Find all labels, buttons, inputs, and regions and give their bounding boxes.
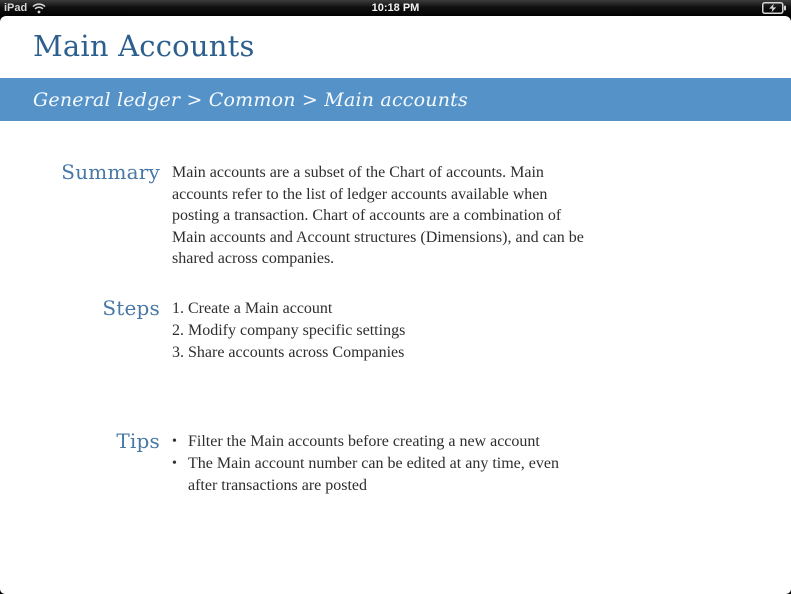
bullet-marker: •	[172, 433, 177, 449]
title-bar	[0, 16, 791, 78]
summary-section	[0, 162, 791, 270]
tips-label: Tips	[116, 428, 160, 453]
status-bar	[0, 0, 791, 16]
app-window	[0, 16, 791, 594]
steps-section	[0, 295, 791, 364]
list-marker: 1.	[172, 299, 184, 317]
device-label: iPad	[4, 2, 28, 14]
bullet-marker: •	[172, 455, 177, 471]
content-area	[0, 121, 791, 497]
clock: 10:18 PM	[371, 2, 420, 14]
list-item-text: Share accounts across Companies	[188, 343, 405, 361]
summary-paragraph: Main accounts are a subset of the Chart of accounts. Main accounts refer to the list of ledger accounts available when posting a transaction. Chart of accounts are a combination of Main accounts and Account structures (Dimensions), and can be shared across companies.	[172, 164, 584, 267]
tips-section	[0, 428, 791, 497]
list-item-text: Create a Main account	[188, 299, 333, 317]
page-title: Main Accounts	[33, 29, 255, 63]
list-item-text: Modify company specific settings	[188, 321, 406, 339]
list-item	[172, 320, 587, 342]
list-item	[172, 298, 587, 320]
breadcrumb[interactable]: General ledger > Common > Main accounts	[33, 88, 468, 111]
list-item-text: Filter the Main accounts before creating a new account	[188, 432, 540, 450]
list-marker: 2.	[172, 321, 184, 339]
steps-label: Steps	[102, 295, 160, 320]
tips-list	[172, 431, 587, 497]
list-item-text: The Main account number can be edited at any time, even after transactions are posted	[188, 454, 559, 494]
steps-list	[172, 298, 587, 364]
breadcrumb-bar	[0, 78, 791, 121]
list-item	[172, 342, 587, 364]
list-item	[172, 453, 587, 497]
list-item	[172, 431, 587, 453]
list-marker: 3.	[172, 343, 184, 361]
summary-label: Summary	[61, 160, 160, 184]
